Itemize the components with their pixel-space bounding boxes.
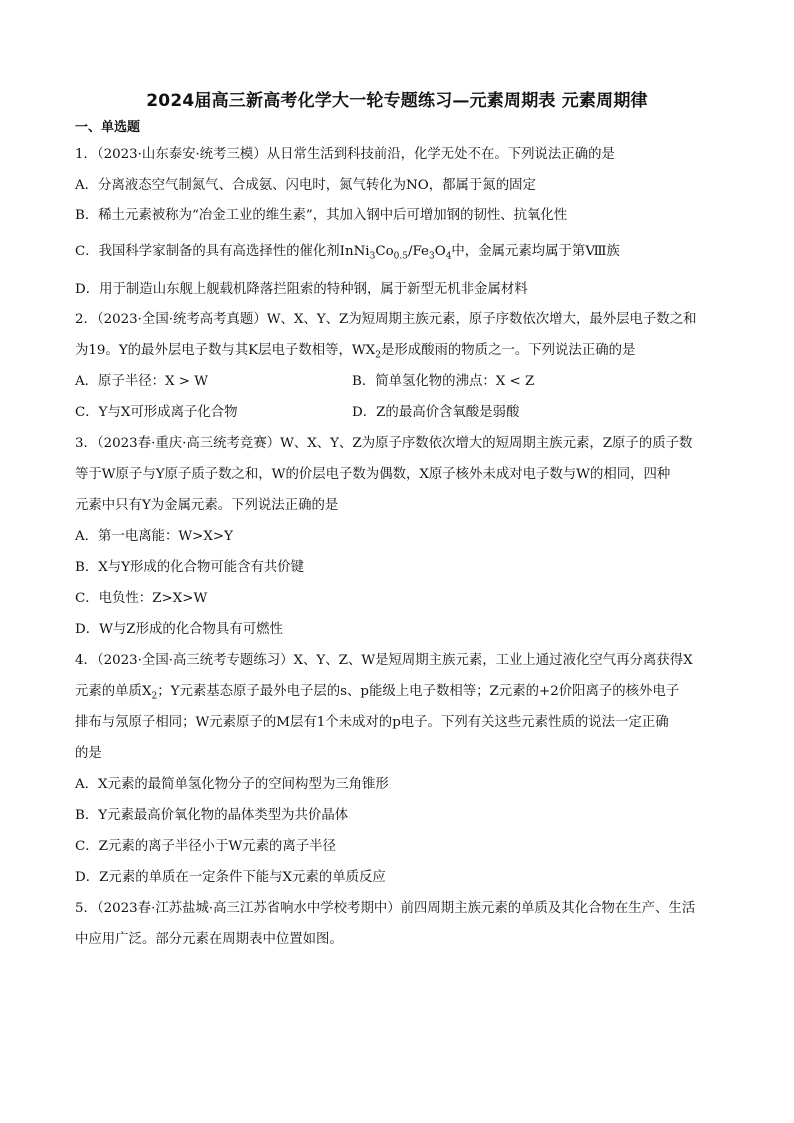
question-2-stem-line-1: 2．（2023·全国·统考高考真题）W、X、Y、Z为短周期主族元素，原子序数依次增大，最外层电子数之和: [75, 312, 697, 327]
question-4-stem-line-3: 排布与氖原子相同；W元素原子的M层有1个未成对的p电子。下列有关这些元素性质的说法一定正确: [75, 715, 669, 730]
question-2-option-b: B．简单氢化物的沸点：X < Z: [352, 374, 535, 389]
question-3-option-c: C．电负性：Z>X>W: [75, 591, 208, 606]
question-3-option-b: B．X与Y形成的化合物可能含有共价键: [75, 560, 305, 575]
page-title: 2024届高三新高考化学大一轮专题练习—元素周期表 元素周期律: [146, 91, 648, 111]
question-2-stem-line-2: 为19。Y的最外层电子数与其K层电子数相等，$WX_2$是形成酸雨的物质之一。下列说法正确的是: [75, 343, 636, 361]
question-3-stem-line-1: 3．（2023春·重庆·高三统考竞赛）W、X、Y、Z为原子序数依次增大的短周期主族元素，Z原子的质子数: [75, 436, 693, 451]
question-1-option-a: A．分离液态空气制氮气、合成氨、闪电时，氮气转化为NO，都属于氮的固定: [75, 178, 536, 193]
question-4-stem-line-2: 元素的单质$X_2$；Y元素基态原子最外电子层的s、p能级上电子数相等；Z元素的+2价阳离子的核外电子: [75, 684, 680, 702]
question-3-stem-line-2: 等于W原子与Y原子质子数之和，W的价层电子数为偶数，X原子核外未成对电子数与W的相同，四种: [75, 467, 671, 482]
question-1-option-b: B．稀土元素被称为“冶金工业的维生素”，其加入钢中后可增加钢的韧性、抗氧化性: [75, 208, 568, 223]
question-4-stem-line-4: 的是: [75, 746, 102, 761]
question-1-option-d: D．用于制造山东舰上舰载机降落拦阻索的特种钢，属于新型无机非金属材料: [75, 282, 528, 297]
question-5-stem-line-2: 中应用广泛。部分元素在周期表中位置如图。: [75, 932, 343, 947]
question-3-option-d: D．W与Z形成的化合物具有可燃性: [75, 622, 283, 637]
question-4-option-d: D．Z元素的单质在一定条件下能与X元素的单质反应: [75, 870, 386, 885]
question-5-stem-line-1: 5．（2023春·江苏盐城·高三江苏省响水中学校考期中）前四周期主族元素的单质及其化合物在生产、生活: [75, 901, 696, 916]
section-heading: 一、单选题: [75, 120, 141, 135]
question-1-option-c: C．我国科学家制备的具有高选择性的催化剂$InNi_3Co_{0.5}/Fe_3O_4$中，金属元素均属于第Ⅷ族: [75, 244, 620, 262]
question-2-option-c: C．Y与X可形成离子化合物: [75, 405, 238, 420]
question-4-option-a: A．X元素的最简单氢化物分子的空间构型为三角锥形: [75, 777, 389, 792]
question-1-stem: 1．（2023·山东泰安·统考三模）从日常生活到科技前沿，化学无处不在。下列说法正确的是: [75, 147, 615, 162]
question-2-option-d: D．Z的最高价含氧酸是弱酸: [352, 405, 520, 420]
question-3-stem-line-3: 元素中只有Y为金属元素。下列说法正确的是: [75, 498, 339, 513]
question-3-option-a: A．第一电离能：W>X>Y: [75, 529, 233, 544]
question-4-option-b: B．Y元素最高价氧化物的晶体类型为共价晶体: [75, 808, 349, 823]
question-4-option-c: C．Z元素的离子半径小于W元素的离子半径: [75, 839, 336, 854]
question-2-option-a: A．原子半径：X > W: [75, 374, 209, 389]
question-4-stem-line-1: 4．（2023·全国·高三统考专题练习）X、Y、Z、W是短周期主族元素，工业上通过液化空气再分离获得X: [75, 653, 693, 668]
